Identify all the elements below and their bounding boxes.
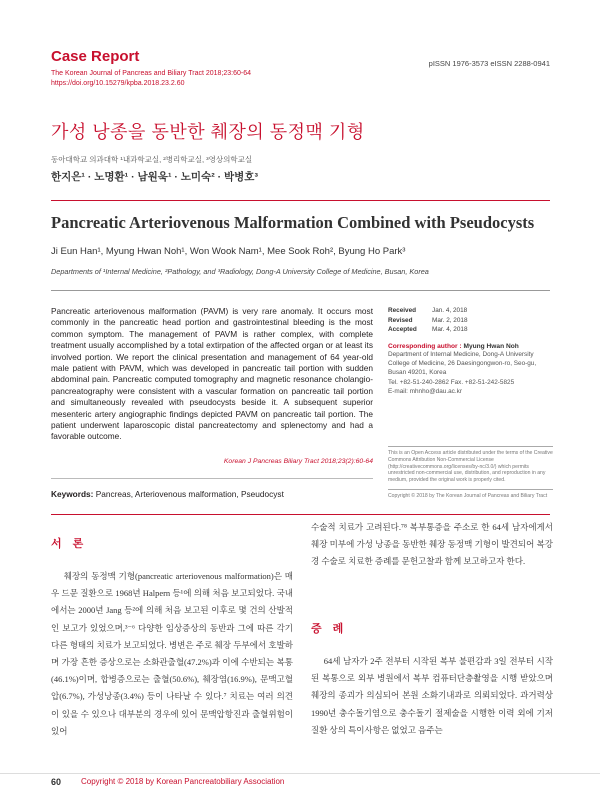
journal-citation: The Korean Journal of Pancreas and Biliary Tract 2018;23:60-64 <box>51 70 252 77</box>
introduction-continued <box>311 519 553 571</box>
doi-link[interactable]: https://doi.org/10.15279/kpba.2018.23.2.60 <box>51 80 185 87</box>
date-value: Mar. 2, 2018 <box>432 316 468 324</box>
received-date <box>388 306 553 316</box>
korean-title: 가성 낭종을 동반한 췌장의 동정맥 기형 <box>51 122 365 142</box>
corresponding-author <box>388 343 553 350</box>
divider <box>51 290 550 291</box>
divider <box>388 489 553 490</box>
keywords <box>51 489 284 499</box>
corresponding-author-name: Myung Hwan Noh <box>463 342 519 350</box>
page-number: 60 <box>51 777 62 787</box>
divider <box>51 478 373 479</box>
introduction-text <box>51 568 293 740</box>
date-label: Accepted <box>388 326 417 333</box>
abstract-citation: Korean J Pancreas Biliary Tract 2018;23(2):60-64 <box>223 458 373 465</box>
korean-affiliation: 동아대학교 의과대학 ¹내과학교실, ²병리학교실, ³영상의학교실 <box>51 155 253 164</box>
article-info-sidebar <box>388 306 553 397</box>
keywords-label: Keywords: <box>51 489 94 499</box>
corresponding-author-label: Corresponding author : <box>388 342 464 350</box>
english-title: Pancreatic Arteriovenous Malformation Combined with Pseudocysts <box>51 213 535 232</box>
footer-divider <box>0 773 600 774</box>
date-label: Received <box>388 307 417 314</box>
divider <box>51 514 550 515</box>
revised-date <box>388 316 553 326</box>
issn: pISSN 1976-3573 eISSN 2288-0941 <box>428 59 550 68</box>
corr-address-line: College of Medicine, 26 Daesingongwon-ro, Seo-gu, <box>388 359 537 367</box>
date-value: Jan. 4, 2018 <box>432 307 468 314</box>
corr-phone-line: Tel. +82-51-240-2862 Fax. +82-51-242-5825 <box>388 378 515 386</box>
divider <box>51 200 550 201</box>
date-label: Revised <box>388 316 413 324</box>
case-text <box>311 653 553 739</box>
paragraph: 췌장의 동정맥 기형(pancreatic arteriovenous malformation)은 매우 드문 질환으로 1968년 Halpern 등¹에 의해 처음 보고되었다. 국내에서는 2000년 Jang 등²에 의해 처음 보고된 이후로 몇 건의 산발적인 보고가 있었으며,³⁻⁶ 다양한 임상증상의 동반과 그에 따른 각기 다른 형태의 치료가 보고되었다. 병변은 주로 췌장 두부에서 호발하며 가장 흔한 증상으로는 소화관출혈(47.2%)과 이에 수반되는 복통(46.1%)이며, 합병증으로는 출혈(50.6%), 췌장염(16.9%), 문맥고혈압(6.7%), 가성낭종(3.4%) 등이 나타날 수 있다.⁷ 치료는 여러 의견이 있을 수 있으나 대부분의 경우에 있어 문맥압항진과 출혈위험이 있어 <box>51 571 293 736</box>
introduction-heading: 서 론 <box>51 538 88 550</box>
keywords-list: Pancreas, Arteriovenous malformation, Pseudocyst <box>93 489 284 499</box>
divider <box>388 446 553 447</box>
corr-address-line: Department of Internal Medicine, Dong-A University <box>388 350 534 358</box>
case-heading: 증 례 <box>311 623 348 635</box>
date-value: Mar. 4, 2018 <box>432 326 468 333</box>
corr-email[interactable]: E-mail: mhnho@dau.ac.kr <box>388 388 462 396</box>
english-affiliation: Departments of ¹Internal Medicine, ²Pathology, and ³Radiology, Dong-A University College of Medicine, Busan, Korea <box>51 267 429 276</box>
article-type: Case Report <box>51 48 140 65</box>
paragraph: 64세 남자가 2주 전부터 시작된 복부 불편감과 3일 전부터 시작된 복통으로 외부 병원에서 복부 컴퓨터단층촬영을 시행 받았으며 췌장의 종괴가 의심되어 본원 소화기내과로 의뢰되었다. 과거력상 1990년 충수돌기염으로 충수돌기 절제술을 시행한 이력 외에 기저질환 상의 특이사항은 없었고 음주는 <box>311 656 553 735</box>
license-notice: This is an Open Access article distributed under the terms of the Creative Commons Attribution Non-Commercial License (http://creativecommons.org/licenses/by-nc/3.0/) which permits unrestricted non-commercial use, distribution, and reproduction in any medium, provided the original work is properly cited. <box>388 450 553 484</box>
footer-copyright: Copyright © 2018 by Korean Pancreatobiliary Association <box>81 777 285 786</box>
english-authors: Ji Eun Han¹, Myung Hwan Noh¹, Won Wook Nam¹, Mee Sook Roh², Byung Ho Park³ <box>51 246 406 257</box>
journal-copyright: Copyright © 2018 by The Korean Journal of Pancreas and Biliary Tract <box>388 493 548 499</box>
paragraph: 수술적 치료가 고려된다.⁷⁸ 복부통증을 주소로 한 64세 남자에게서 췌장 미부에 가성 낭종을 동반한 췌장 동정맥 기형이 발견되어 복강경 수술로 치료한 증례를 문헌고찰과 함께 보고하고자 한다. <box>311 522 553 567</box>
abstract: Pancreatic arteriovenous malformation (PAVM) is very rare anomaly. It occurs most commonly in the pancreatic head portion and gastrointestinal bleeding is the most common symptom. The management of PAVM is rather complex, with complete treatment usually accomplished by a total extirpation of the affected organ or at least its involved portion. We report the clinical presentation and management of 64 year-old male patient with PAVM, which was developed in pancreatic tail portion with sudden abdominal pain. Pancreatic computed tomography and magnetic resonance cholangio-pancreatography were consistent with a vascular formation on pancreatic tail portion and simultaneously revealed with pseudocysts beside it. A subsequent superior mesenteric artery angiographic findings depicted PAVM on pancreatic tail portion. The patient underwent laparoscopic distal pancreatectomy and splenectomy and had a favorable outcome. <box>51 306 373 442</box>
korean-authors: 한지은¹ · 노명환¹ · 남원욱¹ · 노미숙² · 박병호³ <box>51 171 258 183</box>
corr-address-line: Busan 49201, Korea <box>388 369 447 377</box>
accepted-date <box>388 325 553 335</box>
